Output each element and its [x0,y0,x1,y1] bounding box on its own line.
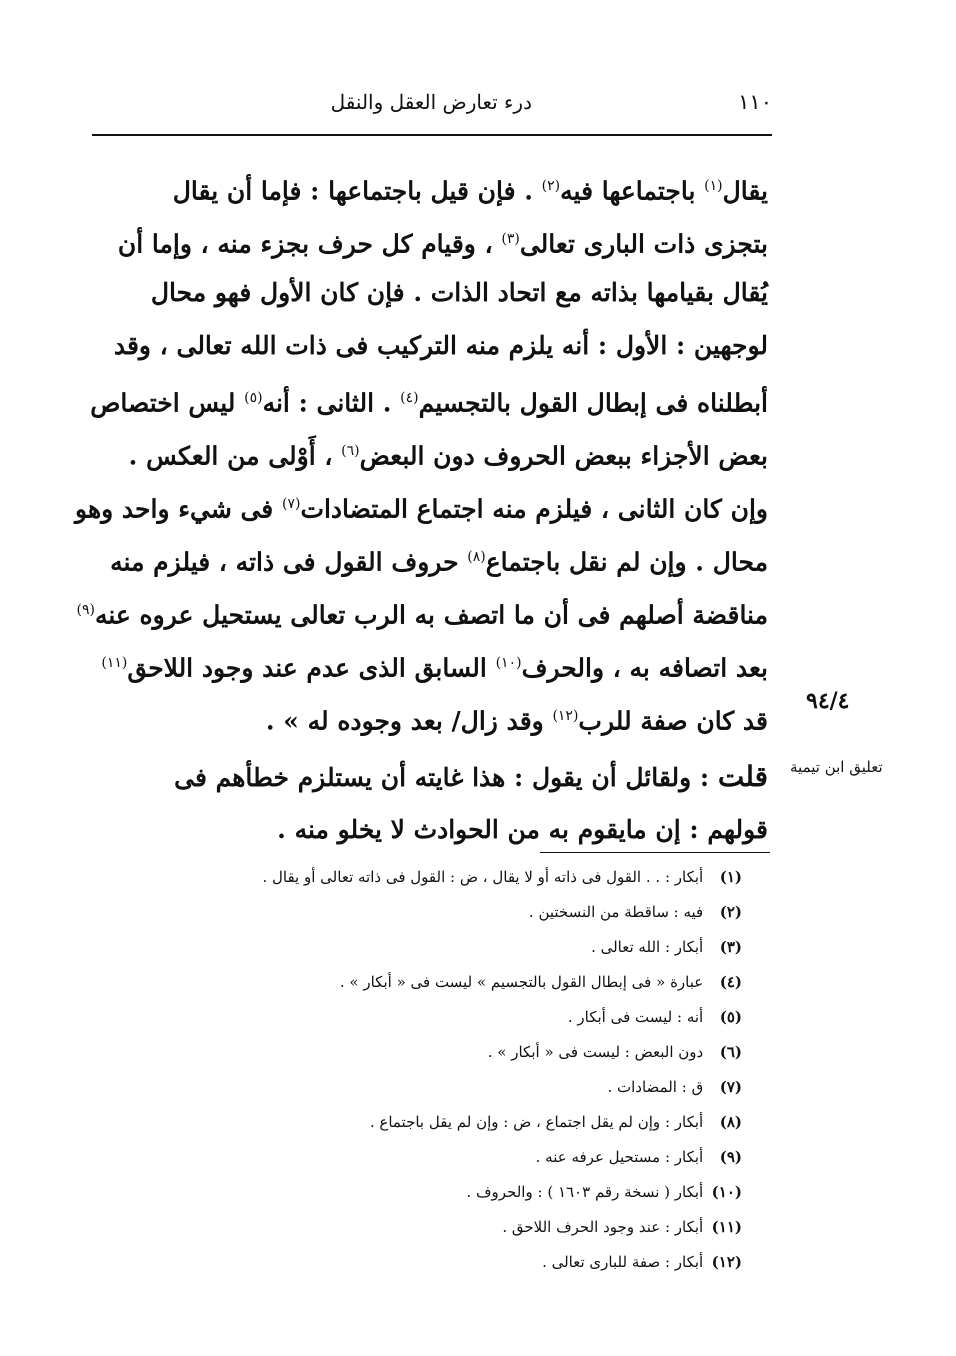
footnote-number: (٨) [719,1113,742,1131]
footnote-text: أبكار ( نسخة رقم ١٦٠٣ ) : والحروف . [466,1183,704,1201]
footnote-number: (٦) [719,1043,742,1061]
footnote-item [120,1245,742,1280]
text-run: باجتماعها فيه [560,176,705,206]
footnotes-rule [540,852,770,853]
footnote-number: (١٢) [711,1253,742,1271]
footnote-text: أبكار : وإن لم يقل اجتماع ، ض : وإن لم يقل باجتماع . [369,1113,704,1131]
footnote-text: أبكار : الله تعالى . [591,938,704,956]
text-run: ليس اختصاص [90,388,245,418]
text-line [76,584,768,637]
footnote-item [120,965,742,1000]
footnote-marker: (٥) [244,390,263,406]
footnote-marker: (٦) [341,443,360,459]
text-line [106,690,768,743]
footnote-text: عبارة « فى إبطال القول بالتجسيم » ليست فى « أبكار » . [339,973,704,991]
footnote-marker: (٤) [400,390,419,406]
text-run: وإن كان الثانى ، فيلزم منه اجتماع المتضادات [300,494,768,524]
text-line [106,531,768,584]
text-run: بتجزى ذات البارى تعالى [519,229,768,259]
text-run: . الثانى : أنه [262,388,401,418]
commentary-block [106,750,768,856]
comment-margin-label: تعليق ابن تيمية [790,758,883,776]
commentary-line-1 [106,750,768,803]
text-run: محال . وإن لم نقل باجتماع [485,547,768,577]
text-line [75,478,768,531]
text-line [106,319,768,372]
running-title: درء تعارض العقل والنقل [330,90,532,114]
text-run: أبطلناه فى إبطال القول بالتجسيم [418,388,768,418]
page-number: ١١٠ [738,90,772,114]
footnote-number: (٩) [719,1148,742,1166]
footnote-marker: (١١) [101,655,128,671]
footnote-item [120,1070,742,1105]
header-rule [92,134,772,136]
text-run: بعد اتصافه به ، والحرف [521,653,768,683]
footnote-text: أبكار : مستحيل عرفه عنه . [535,1148,704,1166]
text-run: قد كان صفة للرب [578,706,768,736]
margin-page-reference: ٩٤/٤ [806,688,850,714]
text-line [106,160,768,213]
text-run: ، أَوْلى من العكس . [128,441,342,471]
footnote-marker: (١٠) [495,655,522,671]
text-run: وقد زال/ بعد وجوده له » . [265,706,553,736]
footnote-item [120,1000,742,1035]
page-header [92,84,772,134]
footnote-text: أبكار : صفة للبارى تعالى . [542,1253,704,1271]
text-run: . فإن قيل باجتماعها : فإما أن يقال [172,176,542,206]
footnotes [120,860,742,1280]
footnote-marker: (٣) [501,231,520,247]
footnote-item [120,1175,742,1210]
footnote-item [120,1105,742,1140]
footnote-number: (٣) [719,938,742,956]
commentary-lead-word: قلت [717,760,768,793]
footnote-text: أنه : ليست فى أبكار . [567,1008,704,1026]
footnote-number: (٤) [719,973,742,991]
footnote-text: فيه : ساقطة من النسختين . [528,903,704,921]
text-run: مناقضة أصلهم فى أن ما اتصف به الرب تعالى يستحيل عروه عنه [94,600,768,630]
text-run: السابق الذى عدم عند وجود اللاحق [127,653,496,683]
footnote-marker: (٩) [76,602,95,618]
footnote-number: (٧) [719,1078,742,1096]
main-text [75,160,768,743]
commentary-line-1-text: : ولقائل أن يقول : هذا غايته أن يستلزم خطأهم فى [174,763,718,792]
footnote-number: (١١) [711,1218,742,1236]
footnote-marker: (٨) [467,549,486,565]
footnote-item [120,1140,742,1175]
footnote-text: ق : المضادات . [607,1078,704,1096]
footnote-marker: (٧) [281,496,301,512]
text-line [106,425,768,478]
footnote-item [120,1035,742,1070]
footnote-marker: (٢) [541,178,561,194]
text-run: بعض الأجزاء ببعض الحروف دون البعض [359,441,768,471]
footnote-item [120,930,742,965]
footnote-item [120,895,742,930]
text-line [106,213,768,266]
text-run: لوجهين : الأول : أنه يلزم منه التركيب فى ذات الله تعالى ، وقد [113,331,768,360]
footnote-number: (٥) [719,1008,742,1026]
footnote-text: أبكار : عند وجود الحرف اللاحق . [502,1218,704,1236]
footnote-text: دون البعض : ليست فى « أبكار » . [487,1043,704,1061]
text-run: يقال [722,176,768,206]
footnote-item [120,1210,742,1245]
footnote-number: (١) [719,868,742,886]
footnote-number: (٢) [719,903,742,921]
text-run: حروف القول فى ذاته ، فيلزم منه [110,547,468,577]
text-run: فى شيء واحد وهو [75,494,282,524]
footnote-number: (١٠) [711,1183,742,1201]
commentary-line-2: قولهم : إن مايقوم به من الحوادث لا يخلو منه . [277,815,768,844]
text-run: يُقال بقيامها بذاته مع اتحاد الذات . فإن كان الأول فهو محال [150,278,768,307]
footnote-text: أبكار : . . القول فى ذاته أو لا يقال ، ض : القول فى ذاته تعالى أو يقال . [262,868,704,886]
text-line [90,372,768,425]
footnote-marker: (١٢) [552,708,579,724]
text-run: ، وقيام كل حرف بجزء منه ، وإما أن [117,229,502,259]
footnote-item [120,860,742,895]
footnote-marker: (١) [704,178,723,194]
text-line [106,266,768,319]
text-line [101,637,768,690]
